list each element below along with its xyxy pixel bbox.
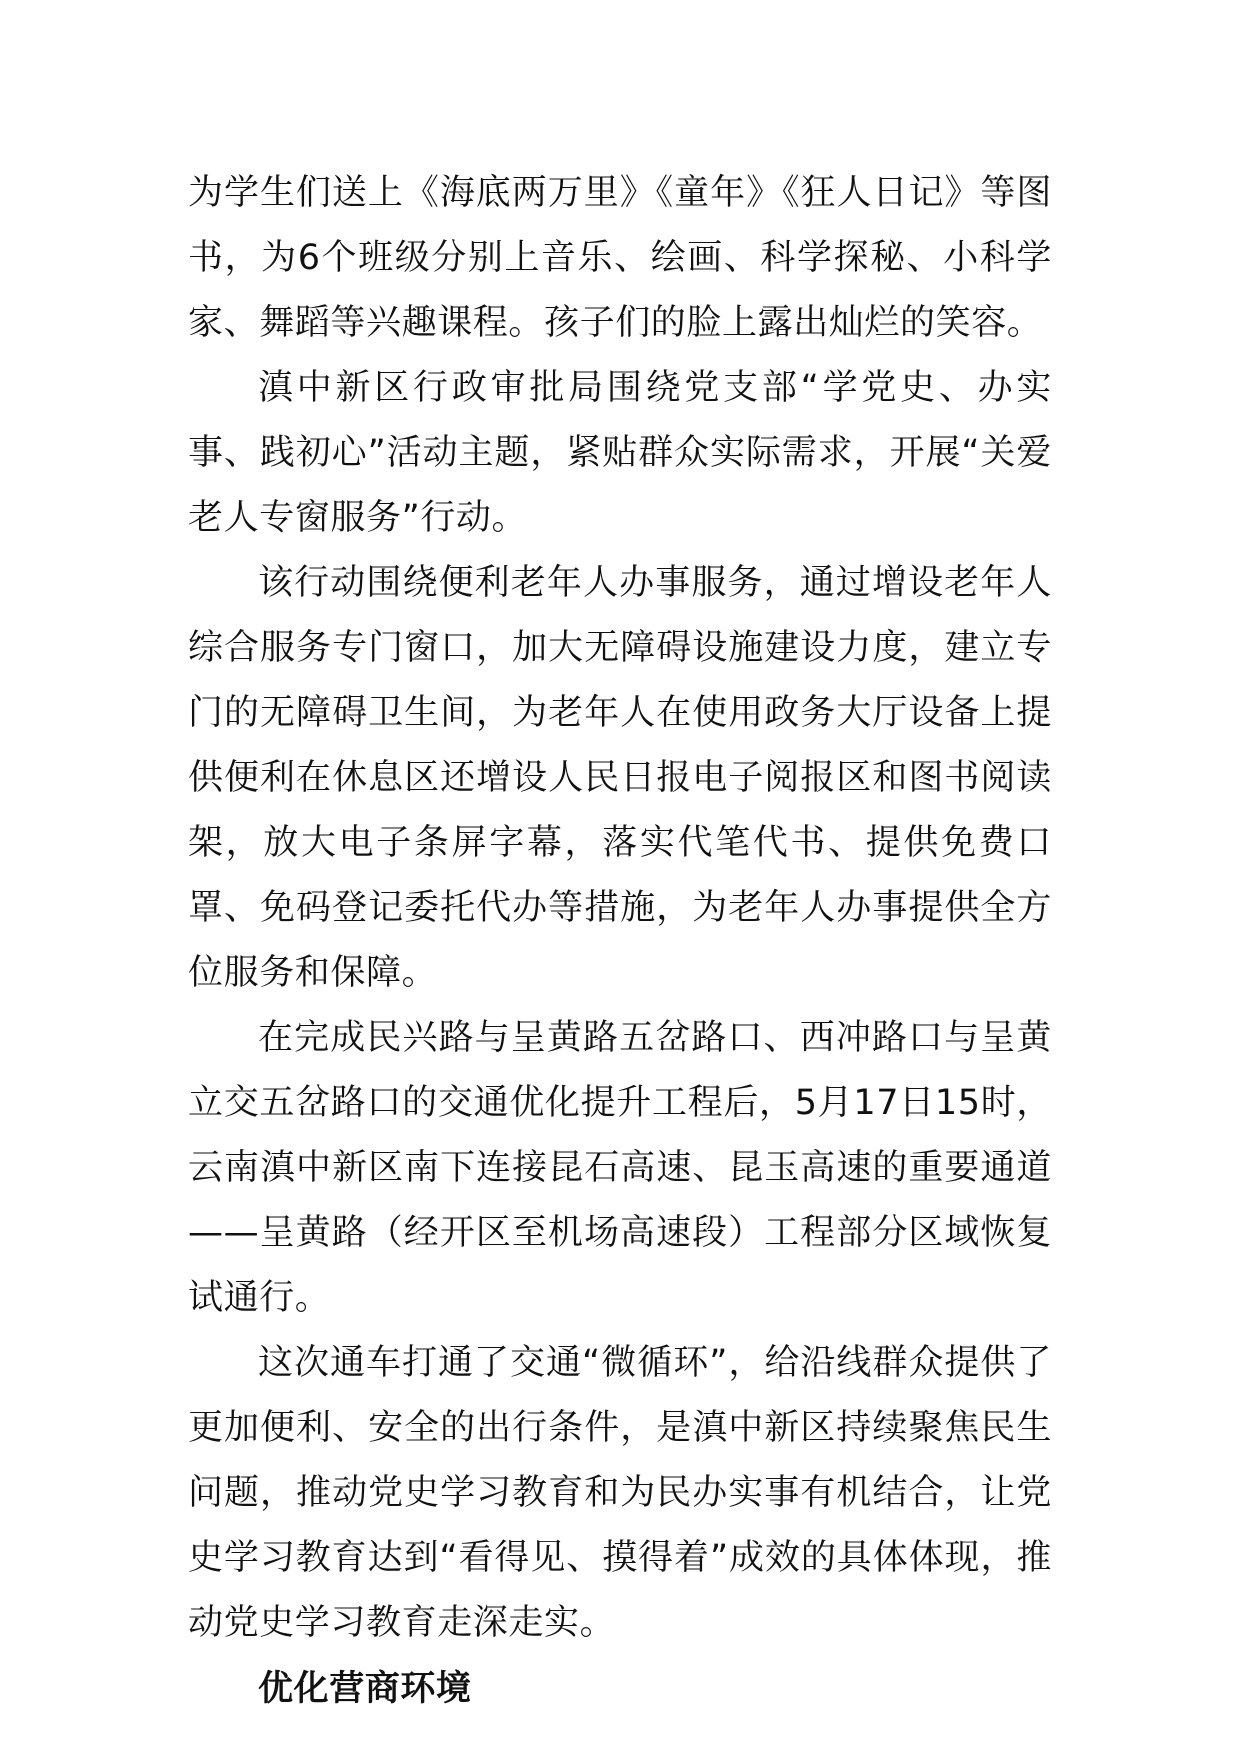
- paragraph-continued: 为学生们送上《海底两万里》《童年》《狂人日记》等图书，为6个班级分别上音乐、绘画、科学探秘、小科学家、舞蹈等兴趣课程。孩子们的脸上露出灿烂的笑容。: [188, 173, 1052, 343]
- paragraph-road-opening: 在完成民兴路与呈黄路五岔路口、西冲路口与呈黄立交五岔路口的交通优化提升工程后，5月17日15时，云南滇中新区南下连接昆石高速、昆玉高速的重要通道——呈黄路（经开区至机场高速段）工程部分区域恢复试通行。: [188, 1018, 1052, 1318]
- document-body: [188, 161, 1052, 1722]
- paragraph-traffic-circulation: 这次通车打通了交通“微循环”，给沿线群众提供了更加便利、安全的出行条件，是滇中新区持续聚焦民生问题，推动党史学习教育和为民办实事有机结合，让党史学习教育达到“看得见、摸得着”成效的具体体现，推动党史学习教育走深走实。: [188, 1343, 1052, 1643]
- paragraph-administrative-approval: 滇中新区行政审批局围绕党支部“学党史、办实事、践初心”活动主题，紧贴群众实际需求，开展“关爱老人专窗服务”行动。: [188, 368, 1052, 538]
- paragraph-elderly-service: 该行动围绕便利老年人办事服务，通过增设老年人综合服务专门窗口，加大无障碍设施建设力度，建立专门的无障碍卫生间，为老年人在使用政务大厅设备上提供便利在休息区还增设人民日报电子阅报区和图书阅读架，放大电子条屏字幕，落实代笔代书、提供免费口罩、免码登记委托代办等措施，为老年人办事提供全方位服务和保障。: [188, 563, 1052, 993]
- section-heading: 优化营商环境: [258, 1669, 472, 1709]
